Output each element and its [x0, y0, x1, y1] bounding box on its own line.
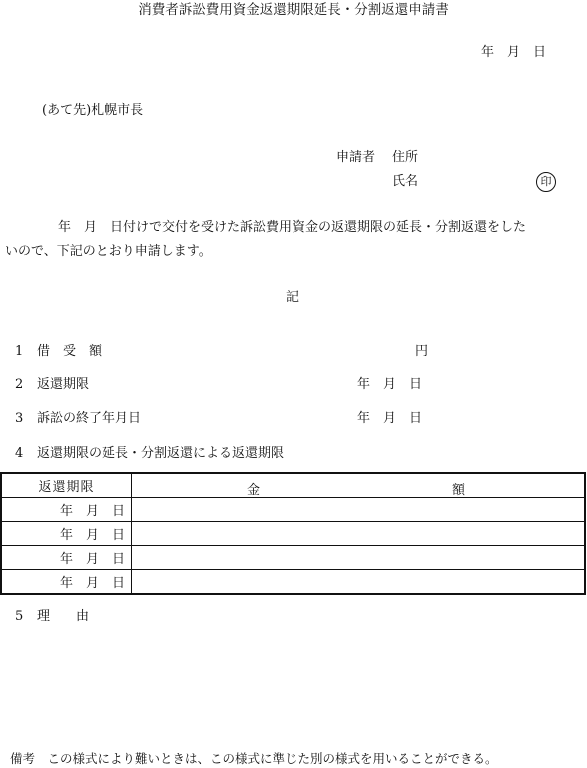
name-label: 氏名 [392, 174, 419, 189]
row-4-amount [132, 570, 586, 595]
item-1-label: 借 受 額 [37, 344, 103, 359]
item-4-number: 4 [15, 446, 24, 461]
table-row [1, 546, 585, 570]
item-2-label: 返還期限 [37, 377, 90, 392]
body-text-line-2: いので、下記のとおり申請します。 [5, 244, 212, 259]
header-amount-char-2: 額 [452, 483, 466, 498]
row-1-date: 年 月 日 [1, 498, 132, 522]
seal-mark: 印 [536, 172, 556, 192]
repayment-schedule-table [0, 472, 586, 595]
item-1-number: 1 [15, 344, 24, 359]
item-3-value: 年 月 日 [357, 411, 423, 426]
item-5-label: 理 由 [37, 609, 90, 624]
page-title: 消費者訴訟費用資金返還期限延長・分割返還申請書 [138, 2, 449, 18]
table-row [1, 522, 585, 546]
remarks-note: 備考 この様式により難いときは、この様式に準じた別の様式を用いることができる。 [10, 751, 498, 766]
ki-heading: 記 [286, 290, 300, 305]
date-line: 年 月 日 [481, 45, 547, 60]
item-2-number: 2 [15, 377, 24, 392]
row-1-amount [132, 498, 586, 522]
row-3-date: 年 月 日 [1, 546, 132, 570]
item-5-number: 5 [15, 609, 24, 624]
row-2-amount [132, 522, 586, 546]
item-3-label: 訴訟の終了年月日 [37, 411, 142, 426]
header-amount-char-1: 金 [247, 483, 261, 498]
table-row [1, 570, 585, 595]
header-repayment-date: 返還期限 [1, 473, 132, 498]
row-2-date: 年 月 日 [1, 522, 132, 546]
item-1-value: 円 [415, 344, 429, 359]
row-4-date: 年 月 日 [1, 570, 132, 595]
applicant-label: 申請者 [336, 150, 376, 165]
address-label: 住所 [392, 150, 419, 165]
item-2-value: 年 月 日 [357, 377, 423, 392]
item-4-label: 返還期限の延長・分割返還による返還期限 [37, 446, 285, 461]
addressee: (あて先)札幌市長 [42, 103, 144, 118]
row-3-amount [132, 546, 586, 570]
body-text-line-1: 年 月 日付けで交付を受けた訴訟費用資金の返還期限の延長・分割返還をした [58, 220, 527, 235]
table-row [1, 498, 585, 522]
header-amount [132, 473, 586, 498]
table-header-row [1, 473, 585, 498]
item-3-number: 3 [15, 411, 24, 426]
